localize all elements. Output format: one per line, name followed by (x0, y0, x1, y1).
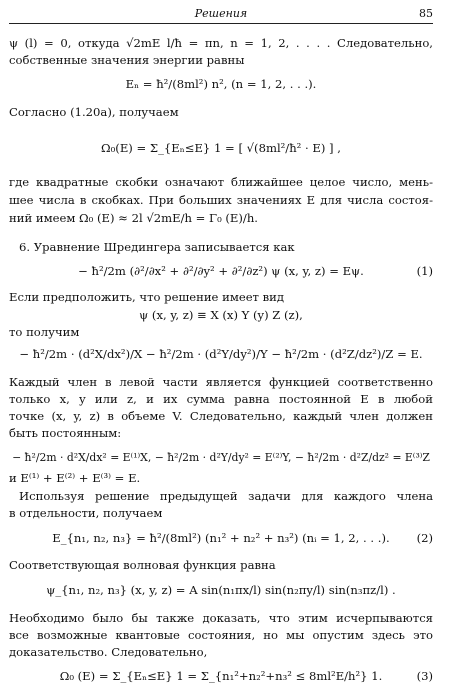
problem-6-heading: 6. Уравнение Шредингера записывается как (19, 240, 295, 254)
header-title: Решения (194, 7, 248, 20)
text-line-3: Согласно (1.20а), получаем (9, 105, 179, 119)
equation-wavefunction: ψ_{n₁, n₂, n₃} (x, y, z) = A sin(n₁πx/l) sin(n₂πy/l) sin(n₃πz/l) . (46, 583, 396, 597)
text-line-16: в отдельности, получаем (9, 506, 163, 520)
text-line-8: Если предположить, что решение имеет вид (9, 290, 285, 304)
running-header (9, 7, 433, 24)
equation-energy-levels: Eₙ = ħ²/(8ml²) n², (n = 1, 2, . . .). (125, 77, 317, 91)
text-line-11: только x, y или z, и их сумма равна постоянной E в любой (9, 392, 433, 406)
equation-3d-energy (9, 530, 433, 547)
text-line-5: шее числа в скобках. При больших значениях E для числа состоя- (9, 193, 433, 207)
text-line-14: и E⁽¹⁾ + E⁽²⁾ + E⁽³⁾ = E. (9, 471, 141, 485)
equation-3d-count (9, 668, 433, 685)
text-line-10: Каждый член в левой части является функцией соответственно (9, 375, 433, 389)
equation-schrodinger (9, 263, 433, 280)
text-line-1: ψ (l) = 0, откуда √2mE l/ħ = πn, n = 1, 2, . . . . Следовательно, (9, 36, 433, 50)
text-line-12: точке (x, y, z) в объеме V. Следовательно, каждый член должен (9, 409, 433, 423)
equation-number-3: (3) (416, 669, 433, 683)
equation-state-count: Ω₀(E) = Σ_{Eₙ≤E} 1 = [ √(8ml²/ħ² · E) ] , (101, 141, 341, 155)
equation-number-1: (1) (416, 264, 433, 278)
equation-components: − ħ²/2m · d²X/dx² = E⁽¹⁾X, − ħ²/2m · d²Y/dy² = E⁽²⁾Y, − ħ²/2m · d²Z/dz² = E⁽³⁾Z (12, 451, 430, 464)
equation-separation: ψ (x, y, z) ≡ X (x) Y (y) Z (z), (139, 308, 303, 322)
text-line-2: собственные значения энергии равны (9, 53, 245, 67)
text-line-20: доказательство. Следовательно, (9, 645, 208, 659)
equation-schrodinger-text: − ħ²/2m (∂²/∂x² + ∂²/∂y² + ∂²/∂z²) ψ (x, y, z) = Eψ. (78, 264, 364, 278)
page-number: 85 (419, 7, 433, 20)
text-line-19: все возможные квантовые состояния, но мы опустим здесь это (9, 628, 433, 642)
text-line-6: ний имеем Ω₀ (E) ≈ 2l √2mE/h = Γ₀ (E)/h. (9, 211, 258, 225)
equation-separated: − ħ²/2m · (d²X/dx²)/X − ħ²/2m · (d²Y/dy²)/Y − ħ²/2m · (d²Z/dz²)/Z = E. (19, 347, 423, 361)
equation-3d-count-text: Ω₀ (E) = Σ_{Eₙ≤E} 1 = Σ_{n₁²+n₂²+n₃² ≤ 8ml²E/h²} 1. (59, 669, 383, 683)
text-line-13: быть постоянным: (9, 426, 122, 440)
text-line-4: где квадратные скобки означают ближайшее целое число, мень- (9, 175, 433, 189)
equation-number-2: (2) (416, 531, 433, 545)
text-line-17: Соответствующая волновая функция равна (9, 558, 276, 572)
text-line-15: Используя решение предыдущей задачи для каждого члена (19, 489, 433, 503)
equation-3d-energy-text: E_{n₁, n₂, n₃} = ħ²/(8ml²) (n₁² + n₂² + n₃²) (nᵢ = 1, 2, . . .). (52, 531, 390, 545)
text-line-9: то получим (9, 325, 80, 339)
text-line-18: Необходимо было бы также доказать, что этим исчерпываются (9, 611, 433, 625)
